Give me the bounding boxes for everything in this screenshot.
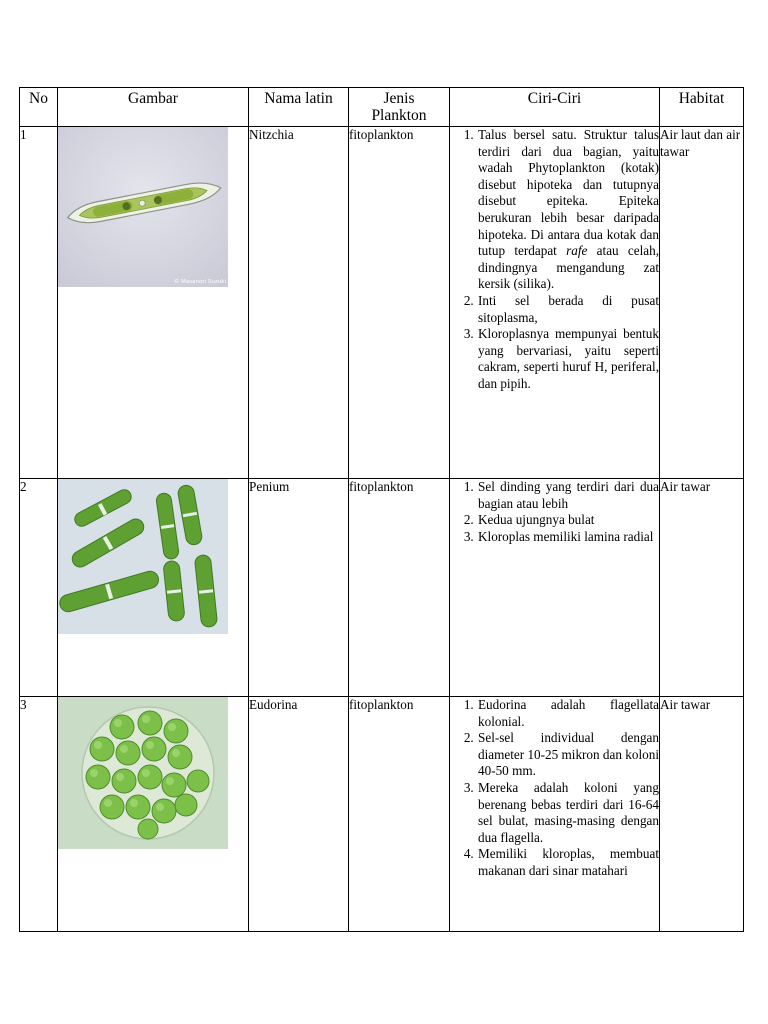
ciri-item: 2. Inti sel berada di pusat sitoplasma, — [477, 293, 659, 326]
header-habitat: Habitat — [660, 88, 744, 127]
ciri-list — [450, 127, 659, 393]
ciri-item: 3. Kloroplasnya mempunyai bentuk yang bervariasi, yaitu seperti cakram, seperti huruf H, periferal, dan pipih. — [477, 326, 659, 392]
photo-watermark: © Masanori Suzuki — [173, 279, 226, 285]
ciri-item: 2. Kedua ujungnya bulat — [477, 512, 659, 529]
image-cell — [58, 479, 249, 697]
nama-latin: Eudorina — [249, 697, 349, 932]
ciri-item: 4. Memiliki kloroplas, membuat makanan dari sinar matahari — [477, 846, 659, 879]
image-cell — [58, 127, 249, 479]
header-jenis-plankton — [349, 88, 450, 127]
habitat: Air laut dan air tawar — [660, 127, 744, 479]
header-row — [20, 88, 744, 127]
jenis-plankton: fitoplankton — [349, 479, 450, 697]
habitat: Air tawar — [660, 479, 744, 697]
nama-latin: Penium — [249, 479, 349, 697]
ciri-ciri — [450, 479, 660, 697]
ciri-text-tail: atau celah, dindingnya mengandung zat kersik (silika). — [478, 243, 660, 292]
header-nama-latin: Nama latin — [249, 88, 349, 127]
header-gambar: Gambar — [58, 88, 249, 127]
header-jenis-line2: Plankton — [371, 107, 427, 124]
ciri-item: 3. Kloroplas memiliki lamina radial — [477, 529, 659, 546]
jenis-plankton: fitoplankton — [349, 697, 450, 932]
table-row — [20, 697, 744, 932]
ciri-item — [477, 127, 659, 293]
ciri-italic-term: rafe — [566, 243, 588, 259]
row-number: 3 — [20, 697, 58, 932]
ciri-item: 1. Sel dinding yang terdiri dari dua bagian atau lebih — [477, 479, 659, 512]
nitzschia-diatom-micrograph — [58, 127, 228, 287]
nama-latin: Nitzchia — [249, 127, 349, 479]
jenis-plankton: fitoplankton — [349, 127, 450, 479]
header-jenis-line1: Jenis — [383, 90, 415, 107]
row-number: 1 — [20, 127, 58, 479]
habitat: Air tawar — [660, 697, 744, 932]
header-ciri-ciri: Ciri-Ciri — [450, 88, 660, 127]
row-number: 2 — [20, 479, 58, 697]
table-row — [20, 127, 744, 479]
eudorina-colony-micrograph — [58, 697, 228, 849]
ciri-text: Talus bersel satu. Struktur talus terdiri dari dua bagian, yaitu wadah Phytoplankton (kotak) disebut hipoteka dan tutupnya disebut epiteka. Epiteka berukuran lebih besar daripada hipoteka. Di antara dua kotak dan tutup terdapat — [478, 127, 659, 259]
ciri-item: 2. Sel-sel individual dengan diameter 10-25 mikron dan koloni 40-50 mm. — [477, 730, 659, 780]
image-cell — [58, 697, 249, 932]
ciri-list — [450, 479, 659, 545]
ciri-item: 3. Mereka adalah koloni yang berenang bebas terdiri dari 16-64 sel bulat, masing-masing dengan dua flagella. — [477, 780, 659, 846]
plankton-table — [19, 87, 744, 932]
penium-desmid-micrograph — [58, 479, 228, 634]
table-row — [20, 479, 744, 697]
ciri-ciri — [450, 127, 660, 479]
ciri-ciri — [450, 697, 660, 932]
ciri-item: 1. Eudorina adalah flagellata kolonial. — [477, 697, 659, 730]
header-no: No — [20, 88, 58, 127]
ciri-list — [450, 697, 659, 880]
